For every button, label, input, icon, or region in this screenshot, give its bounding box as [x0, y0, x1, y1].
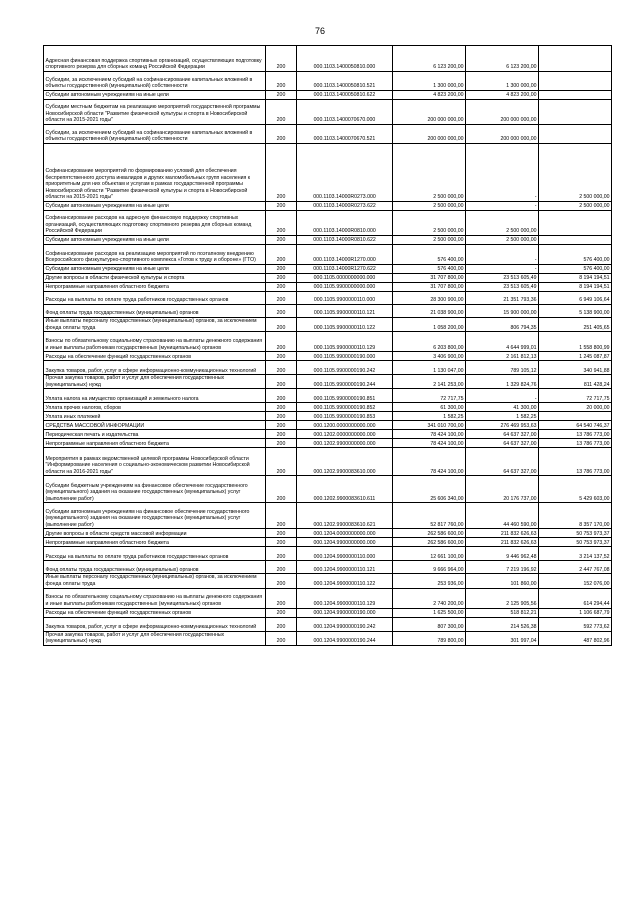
- row-unexecuted-cell: 13 786 773,00: [539, 448, 612, 476]
- row-budget-code-cell: 000.1105.9900000110.122: [297, 318, 393, 332]
- row-unexecuted-cell: 152 076,00: [539, 574, 612, 588]
- row-approved-cell: 576 400,00: [393, 265, 466, 274]
- table-row: [44, 403, 612, 412]
- table-row: [44, 318, 612, 332]
- table-row: [44, 46, 612, 72]
- row-approved-cell: 78 424 100,00: [393, 430, 466, 439]
- row-budget-code-cell: 000.1202.9900083610.000: [297, 448, 393, 476]
- row-approved-cell: 200 000 000,00: [393, 100, 466, 125]
- row-line-code-cell: 200: [266, 305, 297, 318]
- row-name-cell: Субсидии бюджетным учреждениям на финансовое обеспечение государственного (муниципального) задания на оказание государственных (муниципальных) услуг (выполнение работ): [44, 476, 266, 503]
- row-executed-cell: -: [466, 245, 539, 265]
- row-line-code-cell: 200: [266, 403, 297, 412]
- row-unexecuted-cell: 50 753 973,37: [539, 529, 612, 538]
- row-name-cell: Взносы по обязательному социальному страхованию на выплаты денежного содержания и иные выплаты работникам государственных (муниципальных) органов: [44, 588, 266, 608]
- row-budget-code-cell: 000.1204.9900000110.000: [297, 547, 393, 561]
- row-budget-code-cell: 000.1105.9900000190.852: [297, 403, 393, 412]
- table-row: [44, 283, 612, 292]
- row-unexecuted-cell: 1 558 800,99: [539, 332, 612, 352]
- row-unexecuted-cell: 8 194 194,51: [539, 274, 612, 283]
- row-name-cell: Субсидии местным бюджетам на реализацию мероприятий государственной программы Новосибирской области "Развитие физической культуры и спорта в Новосибирской области на 2015-2021 годы": [44, 100, 266, 125]
- row-unexecuted-cell: 64 540 746,37: [539, 421, 612, 430]
- row-unexecuted-cell: 3 214 137,52: [539, 547, 612, 561]
- row-approved-cell: 6 123 200,00: [393, 46, 466, 72]
- row-unexecuted-cell: 13 786 773,00: [539, 439, 612, 448]
- row-name-cell: Иные выплаты персоналу государственных (муниципальных) органов, за исключением фонда оплаты труда: [44, 574, 266, 588]
- row-unexecuted-cell: 72 717,75: [539, 389, 612, 403]
- row-name-cell: Мероприятия в рамках ведомственной целевой программы Новосибирской области "Информирование населения о социально-экономическом развитии Новосибирской области на 2016-2021 годы": [44, 448, 266, 476]
- row-line-code-cell: 200: [266, 631, 297, 645]
- table-row: [44, 588, 612, 608]
- table-row: [44, 412, 612, 421]
- row-approved-cell: 6 203 800,00: [393, 332, 466, 352]
- table-row: [44, 448, 612, 476]
- row-unexecuted-cell: 5 138 900,00: [539, 305, 612, 318]
- row-executed-cell: 23 513 605,49: [466, 274, 539, 283]
- table-row: [44, 91, 612, 100]
- row-approved-cell: 1 130 047,00: [393, 361, 466, 375]
- row-line-code-cell: 200: [266, 125, 297, 144]
- row-line-code-cell: 200: [266, 503, 297, 529]
- row-executed-cell: 1 582,25: [466, 412, 539, 421]
- row-budget-code-cell: 000.1200.0000000000.000: [297, 421, 393, 430]
- row-executed-cell: 9 446 962,48: [466, 547, 539, 561]
- row-budget-code-cell: 000.1105.9900000190.244: [297, 375, 393, 389]
- row-line-code-cell: 200: [266, 236, 297, 245]
- row-name-cell: Непрограммные направления областного бюджета: [44, 283, 266, 292]
- row-budget-code-cell: 000.1105.0000000000.000: [297, 274, 393, 283]
- row-budget-code-cell: 000.1105.9900000190.000: [297, 352, 393, 361]
- row-line-code-cell: 200: [266, 412, 297, 421]
- row-budget-code-cell: 000.1204.9900000190.000: [297, 608, 393, 617]
- row-executed-cell: 64 637 327,00: [466, 448, 539, 476]
- row-name-cell: Закупка товаров, работ, услуг в сфере информационно-коммуникационных технологий: [44, 617, 266, 631]
- row-budget-code-cell: 000.1103.14000R0810.622: [297, 236, 393, 245]
- row-approved-cell: 576 400,00: [393, 245, 466, 265]
- table-row: [44, 631, 612, 645]
- row-unexecuted-cell: 811 428,24: [539, 375, 612, 389]
- row-budget-code-cell: 000.1105.9900000190.242: [297, 361, 393, 375]
- row-approved-cell: 807 300,00: [393, 617, 466, 631]
- row-unexecuted-cell: 614 294,44: [539, 588, 612, 608]
- table-row: [44, 538, 612, 547]
- row-unexecuted-cell: 592 773,62: [539, 617, 612, 631]
- row-budget-code-cell: 000.1204.9900000000.000: [297, 538, 393, 547]
- row-approved-cell: 262 586 600,00: [393, 538, 466, 547]
- row-executed-cell: 1 300 000,00: [466, 72, 539, 91]
- row-budget-code-cell: 000.1103.14000R0273.000: [297, 144, 393, 202]
- row-name-cell: Расходы на выплаты по оплате труда работников государственных органов: [44, 292, 266, 305]
- table-row: [44, 332, 612, 352]
- row-unexecuted-cell: 8 194 194,51: [539, 283, 612, 292]
- table-row: [44, 144, 612, 202]
- row-budget-code-cell: 000.1103.14000R0810.000: [297, 211, 393, 236]
- row-budget-code-cell: 000.1202.9900083610.621: [297, 503, 393, 529]
- row-line-code-cell: 200: [266, 72, 297, 91]
- row-unexecuted-cell: [539, 236, 612, 245]
- row-budget-code-cell: 000.1204.9900000110.122: [297, 574, 393, 588]
- row-executed-cell: 200 000 000,00: [466, 100, 539, 125]
- row-line-code-cell: 200: [266, 608, 297, 617]
- row-executed-cell: 64 637 327,00: [466, 439, 539, 448]
- row-budget-code-cell: 000.1103.1400050810.622: [297, 91, 393, 100]
- row-approved-cell: 31 707 800,00: [393, 283, 466, 292]
- row-executed-cell: 211 832 626,63: [466, 529, 539, 538]
- row-approved-cell: 31 707 800,00: [393, 274, 466, 283]
- row-unexecuted-cell: [539, 91, 612, 100]
- row-executed-cell: 20 176 737,00: [466, 476, 539, 503]
- row-line-code-cell: 200: [266, 144, 297, 202]
- row-line-code-cell: 200: [266, 439, 297, 448]
- table-row: [44, 211, 612, 236]
- row-budget-code-cell: 000.1105.9900000190.853: [297, 412, 393, 421]
- row-approved-cell: 1 582,25: [393, 412, 466, 421]
- row-approved-cell: 253 936,00: [393, 574, 466, 588]
- row-executed-cell: 4 823 200,00: [466, 91, 539, 100]
- row-executed-cell: 301 997,04: [466, 631, 539, 645]
- row-executed-cell: 15 900 000,00: [466, 305, 539, 318]
- row-executed-cell: 276 469 953,63: [466, 421, 539, 430]
- row-executed-cell: 1 329 824,76: [466, 375, 539, 389]
- row-unexecuted-cell: [539, 46, 612, 72]
- row-line-code-cell: 200: [266, 538, 297, 547]
- row-name-cell: Уплата прочих налогов, сборов: [44, 403, 266, 412]
- row-executed-cell: 7 219 196,92: [466, 561, 539, 574]
- row-approved-cell: 72 717,75: [393, 389, 466, 403]
- row-executed-cell: 41 300,00: [466, 403, 539, 412]
- row-name-cell: Прочая закупка товаров, работ и услуг для обеспечения государственных (муниципальных) нужд: [44, 375, 266, 389]
- row-budget-code-cell: 000.1204.9900000190.242: [297, 617, 393, 631]
- row-executed-cell: -: [466, 389, 539, 403]
- row-name-cell: СРЕДСТВА МАССОВОЙ ИНФОРМАЦИИ: [44, 421, 266, 430]
- row-line-code-cell: 200: [266, 292, 297, 305]
- row-executed-cell: 2 161 812,13: [466, 352, 539, 361]
- row-approved-cell: 4 823 200,00: [393, 91, 466, 100]
- row-name-cell: Взносы по обязательному социальному страхованию на выплаты денежного содержания и иные выплаты работникам государственных (муниципальных) органов: [44, 332, 266, 352]
- row-unexecuted-cell: 2 500 000,00: [539, 144, 612, 202]
- row-line-code-cell: 200: [266, 265, 297, 274]
- row-name-cell: Субсидии автономным учреждениям на иные цели: [44, 236, 266, 245]
- row-executed-cell: 200 000 000,00: [466, 125, 539, 144]
- table-row: [44, 574, 612, 588]
- row-name-cell: Закупка товаров, работ, услуг в сфере информационно-коммуникационных технологий: [44, 361, 266, 375]
- table-row: [44, 352, 612, 361]
- table-row: [44, 503, 612, 529]
- table-row: [44, 265, 612, 274]
- table-row: [44, 125, 612, 144]
- row-approved-cell: 21 038 900,00: [393, 305, 466, 318]
- row-name-cell: Непрограммные направления областного бюджета: [44, 439, 266, 448]
- row-executed-cell: 21 351 793,36: [466, 292, 539, 305]
- row-unexecuted-cell: 50 753 973,37: [539, 538, 612, 547]
- row-unexecuted-cell: 576 400,00: [539, 265, 612, 274]
- row-line-code-cell: 200: [266, 211, 297, 236]
- row-line-code-cell: 200: [266, 430, 297, 439]
- row-name-cell: Уплата иных платежей: [44, 412, 266, 421]
- row-budget-code-cell: 000.1105.9900000110.129: [297, 332, 393, 352]
- row-name-cell: Другие вопросы в области физической культуры и спорта: [44, 274, 266, 283]
- row-budget-code-cell: 000.1105.9900000110.121: [297, 305, 393, 318]
- row-executed-cell: -: [466, 144, 539, 202]
- row-executed-cell: 23 513 605,49: [466, 283, 539, 292]
- row-approved-cell: 12 661 100,00: [393, 547, 466, 561]
- row-name-cell: Софинансирование расходов на реализацию мероприятий по поэтапному внедрению Всероссийского физкультурно-спортивного комплекса «Готов к труду и обороне» (ГТО): [44, 245, 266, 265]
- row-executed-cell: 2 125 905,56: [466, 588, 539, 608]
- row-executed-cell: 214 526,38: [466, 617, 539, 631]
- row-unexecuted-cell: [539, 211, 612, 236]
- row-name-cell: Субсидии, за исключением субсидий на софинансирование капитальных вложений в объекты государственной (муниципальной) собственности: [44, 72, 266, 91]
- row-budget-code-cell: 000.1202.0000000000.000: [297, 430, 393, 439]
- row-name-cell: Субсидии автономным учреждениям на финансовое обеспечение государственного (муниципального) задания на оказание государственных (муниципальных) услуг (выполнение работ): [44, 503, 266, 529]
- table-row: [44, 547, 612, 561]
- row-executed-cell: 211 832 626,63: [466, 538, 539, 547]
- row-budget-code-cell: 000.1202.9900000000.000: [297, 439, 393, 448]
- row-approved-cell: 2 500 000,00: [393, 144, 466, 202]
- row-name-cell: Софинансирование мероприятий по формированию условий для обеспечения беспрепятственного доступа инвалидов и других маломобильных групп населения к приоритетным для них объектам и услугам в рамках государственной программы Новосибирской области "Развитие физической культуры и спорта в Новосибирской области на 2015-2021 годы": [44, 144, 266, 202]
- row-name-cell: Иные выплаты персоналу государственных (муниципальных) органов, за исключением фонда оплаты труда: [44, 318, 266, 332]
- row-name-cell: Другие вопросы в области средств массовой информации: [44, 529, 266, 538]
- row-approved-cell: 25 606 340,00: [393, 476, 466, 503]
- row-executed-cell: 6 123 200,00: [466, 46, 539, 72]
- table-row: [44, 608, 612, 617]
- row-approved-cell: 341 010 700,00: [393, 421, 466, 430]
- row-approved-cell: 52 817 760,00: [393, 503, 466, 529]
- row-approved-cell: 2 740 200,00: [393, 588, 466, 608]
- budget-execution-table: [43, 45, 612, 646]
- row-budget-code-cell: 000.1105.9900000110.000: [297, 292, 393, 305]
- table-row: [44, 100, 612, 125]
- row-unexecuted-cell: 340 941,88: [539, 361, 612, 375]
- row-unexecuted-cell: 5 429 603,00: [539, 476, 612, 503]
- row-approved-cell: 1 058 200,00: [393, 318, 466, 332]
- row-executed-cell: 806 794,35: [466, 318, 539, 332]
- row-line-code-cell: 200: [266, 617, 297, 631]
- table-row: [44, 421, 612, 430]
- row-line-code-cell: 200: [266, 375, 297, 389]
- row-name-cell: Субсидии автономным учреждениям на иные цели: [44, 265, 266, 274]
- row-line-code-cell: 200: [266, 283, 297, 292]
- row-unexecuted-cell: 20 000,00: [539, 403, 612, 412]
- row-approved-cell: 2 500 000,00: [393, 211, 466, 236]
- row-line-code-cell: 200: [266, 245, 297, 265]
- row-approved-cell: 3 406 900,00: [393, 352, 466, 361]
- row-name-cell: Фонд оплаты труда государственных (муниципальных) органов: [44, 561, 266, 574]
- table-row: [44, 617, 612, 631]
- table-row: [44, 274, 612, 283]
- row-line-code-cell: 200: [266, 46, 297, 72]
- row-executed-cell: 4 644 999,01: [466, 332, 539, 352]
- row-name-cell: Субсидии, за исключением субсидий на софинансирование капитальных вложений в объекты государственной (муниципальной) собственности: [44, 125, 266, 144]
- row-approved-cell: 1 300 000,00: [393, 72, 466, 91]
- table-row: [44, 430, 612, 439]
- table-row: [44, 476, 612, 503]
- table-row: [44, 561, 612, 574]
- row-unexecuted-cell: 487 802,96: [539, 631, 612, 645]
- row-executed-cell: 44 460 590,00: [466, 503, 539, 529]
- row-executed-cell: 2 500 000,00: [466, 236, 539, 245]
- row-line-code-cell: 200: [266, 332, 297, 352]
- row-approved-cell: 2 500 000,00: [393, 202, 466, 211]
- page-number: 76: [314, 26, 325, 36]
- row-name-cell: Фонд оплаты труда государственных (муниципальных) органов: [44, 305, 266, 318]
- row-budget-code-cell: 000.1202.9900083610.611: [297, 476, 393, 503]
- row-executed-cell: 2 500 000,00: [466, 211, 539, 236]
- row-budget-code-cell: 000.1103.1400070670.521: [297, 125, 393, 144]
- row-budget-code-cell: 000.1103.14000R0273.622: [297, 202, 393, 211]
- row-line-code-cell: 200: [266, 389, 297, 403]
- row-approved-cell: 61 300,00: [393, 403, 466, 412]
- row-line-code-cell: 200: [266, 561, 297, 574]
- row-approved-cell: 78 424 100,00: [393, 439, 466, 448]
- row-line-code-cell: 200: [266, 352, 297, 361]
- row-line-code-cell: 200: [266, 421, 297, 430]
- row-budget-code-cell: 000.1103.1400050810.521: [297, 72, 393, 91]
- row-name-cell: Уплата налога на имущество организаций и земельного налога: [44, 389, 266, 403]
- row-line-code-cell: 200: [266, 529, 297, 538]
- row-name-cell: Непрограммные направления областного бюджета: [44, 538, 266, 547]
- row-approved-cell: 28 300 900,00: [393, 292, 466, 305]
- row-approved-cell: 789 800,00: [393, 631, 466, 645]
- row-line-code-cell: 200: [266, 202, 297, 211]
- row-budget-code-cell: 000.1204.9900000110.121: [297, 561, 393, 574]
- row-unexecuted-cell: 2 500 000,00: [539, 202, 612, 211]
- row-name-cell: Расходы на выплаты по оплате труда работников государственных органов: [44, 547, 266, 561]
- row-approved-cell: 200 000 000,00: [393, 125, 466, 144]
- row-line-code-cell: 200: [266, 448, 297, 476]
- row-approved-cell: 78 424 100,00: [393, 448, 466, 476]
- table-row: [44, 375, 612, 389]
- table-row: [44, 439, 612, 448]
- row-unexecuted-cell: 1 106 687,79: [539, 608, 612, 617]
- row-unexecuted-cell: 2 447 767,08: [539, 561, 612, 574]
- table-row: [44, 361, 612, 375]
- row-line-code-cell: 200: [266, 100, 297, 125]
- row-executed-cell: -: [466, 202, 539, 211]
- row-name-cell: Расходы на обеспечение функций государственных органов: [44, 608, 266, 617]
- row-unexecuted-cell: 576 400,00: [539, 245, 612, 265]
- row-name-cell: Субсидии автономным учреждениям на иные цели: [44, 91, 266, 100]
- row-approved-cell: 262 586 600,00: [393, 529, 466, 538]
- row-unexecuted-cell: [539, 72, 612, 91]
- row-budget-code-cell: 000.1103.1400070670.000: [297, 100, 393, 125]
- row-name-cell: Прочая закупка товаров, работ и услуг для обеспечения государственных (муниципальных) нужд: [44, 631, 266, 645]
- row-unexecuted-cell: 8 357 170,00: [539, 503, 612, 529]
- row-approved-cell: 2 141 253,00: [393, 375, 466, 389]
- row-name-cell: Расходы на обеспечение функций государственных органов: [44, 352, 266, 361]
- row-budget-code-cell: 000.1204.9900000190.244: [297, 631, 393, 645]
- row-unexecuted-cell: 13 786 773,00: [539, 430, 612, 439]
- row-executed-cell: 64 637 327,00: [466, 430, 539, 439]
- row-name-cell: Адресная финансовая поддержка спортивных организаций, осуществляющих подготовку спортивного резерва для сборных команд Российской Федерации: [44, 46, 266, 72]
- table-row: [44, 529, 612, 538]
- row-unexecuted-cell: [539, 125, 612, 144]
- row-executed-cell: 101 860,00: [466, 574, 539, 588]
- row-line-code-cell: 200: [266, 588, 297, 608]
- row-name-cell: Периодическая печать и издательства: [44, 430, 266, 439]
- row-line-code-cell: 200: [266, 318, 297, 332]
- row-unexecuted-cell: 1 245 087,87: [539, 352, 612, 361]
- table-row: [44, 389, 612, 403]
- row-budget-code-cell: 000.1103.14000R1270.000: [297, 245, 393, 265]
- row-line-code-cell: 200: [266, 476, 297, 503]
- row-unexecuted-cell: [539, 100, 612, 125]
- row-unexecuted-cell: 6 949 106,64: [539, 292, 612, 305]
- row-executed-cell: 518 812,21: [466, 608, 539, 617]
- table-row: [44, 202, 612, 211]
- row-budget-code-cell: 000.1103.14000R1270.622: [297, 265, 393, 274]
- row-unexecuted-cell: 251 405,65: [539, 318, 612, 332]
- row-approved-cell: 9 666 964,00: [393, 561, 466, 574]
- table-row: [44, 305, 612, 318]
- row-line-code-cell: 200: [266, 91, 297, 100]
- row-line-code-cell: 200: [266, 574, 297, 588]
- row-approved-cell: 1 625 500,00: [393, 608, 466, 617]
- row-line-code-cell: 200: [266, 274, 297, 283]
- row-budget-code-cell: 000.1105.9900000190.851: [297, 389, 393, 403]
- row-budget-code-cell: 000.1103.1400050810.000: [297, 46, 393, 72]
- row-executed-cell: 789 105,12: [466, 361, 539, 375]
- row-budget-code-cell: 000.1204.9900000110.129: [297, 588, 393, 608]
- table-row: [44, 245, 612, 265]
- row-executed-cell: -: [466, 265, 539, 274]
- row-budget-code-cell: 000.1204.0000000000.000: [297, 529, 393, 538]
- row-line-code-cell: 200: [266, 361, 297, 375]
- row-approved-cell: 2 500 000,00: [393, 236, 466, 245]
- row-name-cell: Субсидии автономным учреждениям на иные цели: [44, 202, 266, 211]
- table-row: [44, 72, 612, 91]
- row-unexecuted-cell: [539, 412, 612, 421]
- row-name-cell: Софинансирование расходов на адресную финансовую поддержку спортивных организаций, осуществляющих подготовку спортивного резерва для сборных команд Российской Федерации: [44, 211, 266, 236]
- table-row: [44, 236, 612, 245]
- row-budget-code-cell: 000.1105.9900000000.000: [297, 283, 393, 292]
- table-body: [44, 46, 612, 646]
- row-line-code-cell: 200: [266, 547, 297, 561]
- table-row: [44, 292, 612, 305]
